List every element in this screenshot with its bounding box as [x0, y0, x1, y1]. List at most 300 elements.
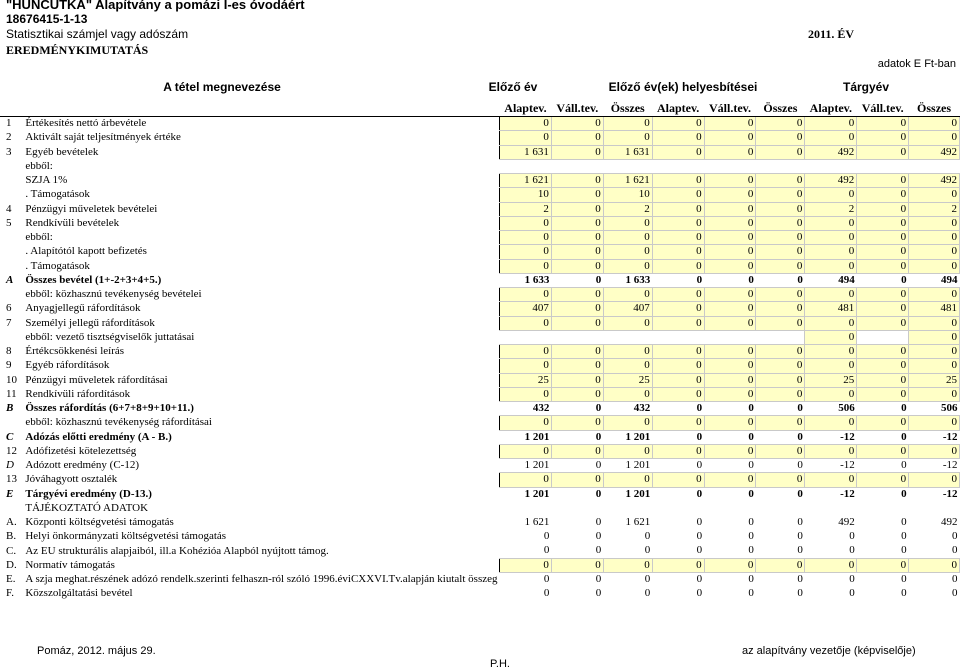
value-cell: 0 [797, 459, 803, 472]
value-cell[interactable]: 0 [603, 131, 652, 145]
value-cell[interactable]: 0 [805, 259, 857, 273]
value-cell[interactable]: 0 [652, 145, 704, 159]
value-cell[interactable]: 0 [551, 216, 603, 230]
value-cell[interactable]: 0 [551, 202, 603, 216]
value-cell[interactable]: 0 [756, 259, 805, 273]
value-cell[interactable]: 0 [704, 473, 756, 487]
row-number: 12 [6, 444, 17, 457]
value-cell[interactable]: 0 [805, 345, 857, 359]
value-cell[interactable]: 0 [857, 359, 909, 373]
value-cell[interactable]: 0 [756, 302, 805, 316]
value-cell[interactable]: 1 621 [603, 174, 652, 188]
value-cell[interactable]: 0 [603, 259, 652, 273]
value-cell[interactable] [603, 330, 652, 344]
row-number [0, 174, 23, 188]
value-cell[interactable]: 0 [857, 216, 909, 230]
value-cell[interactable]: 0 [500, 288, 552, 302]
row-label: Rendkívüli ráfordítások [25, 387, 131, 400]
value-cell[interactable]: 0 [857, 416, 909, 430]
value-cell[interactable]: 0 [704, 387, 756, 401]
value-cell: 0 [797, 587, 803, 600]
value-cell[interactable]: 0 [551, 231, 603, 245]
value-cell[interactable]: 0 [805, 330, 857, 344]
value-cell[interactable]: 0 [551, 174, 603, 188]
value-cell[interactable]: 0 [857, 145, 909, 159]
value-cell[interactable]: 0 [909, 131, 960, 145]
value-cell[interactable]: 0 [551, 145, 603, 159]
value-cell[interactable]: 0 [704, 288, 756, 302]
value-cell: 0 [696, 530, 703, 543]
value-cell[interactable]: 0 [500, 131, 552, 145]
value-cell[interactable]: 0 [652, 359, 704, 373]
value-cell[interactable]: 492 [909, 174, 960, 188]
row-number: D. [6, 558, 17, 571]
value-cell: 0 [543, 573, 550, 586]
value-cell[interactable]: 0 [756, 231, 805, 245]
value-cell[interactable]: 0 [909, 245, 960, 259]
value-cell[interactable]: 0 [857, 558, 909, 572]
value-cell[interactable]: 0 [857, 188, 909, 202]
value-cell[interactable]: 0 [652, 473, 704, 487]
value-cell[interactable]: 2 [603, 202, 652, 216]
value-cell[interactable]: 0 [756, 444, 805, 458]
value-cell[interactable]: 0 [909, 345, 960, 359]
value-cell[interactable]: 0 [500, 473, 552, 487]
value-cell[interactable]: 492 [805, 145, 857, 159]
row-number: C [6, 430, 14, 443]
value-cell[interactable]: 0 [551, 444, 603, 458]
value-cell[interactable]: 0 [704, 345, 756, 359]
value-cell[interactable]: 0 [704, 174, 756, 188]
value-cell: 0 [797, 573, 803, 586]
value-cell[interactable]: 0 [652, 188, 704, 202]
value-cell[interactable]: 0 [756, 416, 805, 430]
subheader-cell: Alaptev. [652, 101, 704, 117]
value-cell[interactable]: 0 [603, 473, 652, 487]
row-number: 1 [6, 117, 12, 130]
value-cell[interactable]: 0 [805, 117, 857, 131]
value-cell[interactable]: 0 [909, 288, 960, 302]
value-cell[interactable]: 0 [500, 117, 552, 131]
value-cell[interactable]: 0 [857, 473, 909, 487]
value-cell[interactable]: 0 [756, 473, 805, 487]
value-cell[interactable]: 407 [500, 302, 552, 316]
row-label: Anyagjellegű ráfordítások [25, 302, 141, 315]
value-cell[interactable]: 0 [652, 373, 704, 387]
value-cell[interactable]: 0 [652, 117, 704, 131]
value-cell[interactable]: 0 [652, 288, 704, 302]
value-cell[interactable]: 492 [805, 174, 857, 188]
value-cell[interactable]: 0 [857, 444, 909, 458]
table-row [0, 387, 960, 401]
value-cell[interactable]: 0 [551, 117, 603, 131]
value-cell: 1 201 [625, 459, 651, 472]
value-cell[interactable]: 0 [603, 558, 652, 572]
value-cell[interactable]: 0 [603, 316, 652, 330]
value-cell[interactable]: 0 [652, 316, 704, 330]
value-cell: 0 [797, 516, 803, 529]
value-cell: 0 [952, 544, 958, 557]
row-number: A. [6, 516, 17, 529]
value-cell: 1 201 [625, 487, 651, 500]
value-cell[interactable]: 0 [551, 387, 603, 401]
row-number: E. [6, 573, 16, 586]
value-cell[interactable]: 407 [603, 302, 652, 316]
value-cell[interactable]: 481 [805, 302, 857, 316]
table-row [0, 573, 960, 587]
value-cell[interactable]: 0 [805, 231, 857, 245]
value-cell[interactable]: 0 [551, 373, 603, 387]
table-row [0, 145, 960, 159]
value-cell: 492 [838, 516, 855, 529]
value-cell[interactable]: 0 [603, 288, 652, 302]
value-cell[interactable]: 0 [909, 330, 960, 344]
value-cell: 0 [595, 530, 602, 543]
value-cell: 0 [696, 544, 703, 557]
table-row [0, 202, 960, 216]
value-cell[interactable]: 0 [500, 387, 552, 401]
table-row [0, 459, 960, 473]
value-cell[interactable]: 0 [652, 387, 704, 401]
value-cell[interactable]: 0 [603, 231, 652, 245]
value-cell: 0 [901, 487, 907, 500]
value-cell[interactable]: 2 [500, 202, 552, 216]
value-cell[interactable]: 0 [756, 316, 805, 330]
value-cell[interactable]: 0 [652, 558, 704, 572]
value-cell: 0 [748, 459, 754, 472]
table-row [0, 501, 960, 515]
value-cell[interactable]: 0 [756, 131, 805, 145]
value-cell[interactable]: 0 [500, 259, 552, 273]
value-cell[interactable] [652, 330, 704, 344]
value-cell[interactable]: 0 [857, 131, 909, 145]
value-cell[interactable]: 0 [500, 345, 552, 359]
table-row [0, 345, 960, 359]
row-label: . Támogatások [25, 259, 90, 272]
value-cell[interactable]: 0 [704, 131, 756, 145]
value-cell[interactable]: 25 [909, 373, 960, 387]
value-cell[interactable]: 0 [756, 359, 805, 373]
value-cell[interactable]: 0 [909, 231, 960, 245]
value-cell[interactable]: 0 [551, 259, 603, 273]
value-cell[interactable]: 0 [704, 188, 756, 202]
row-number: 11 [6, 387, 17, 400]
value-cell[interactable]: 0 [652, 202, 704, 216]
value-cell[interactable]: 2 [805, 202, 857, 216]
value-cell[interactable]: 0 [756, 288, 805, 302]
value-cell[interactable]: 0 [756, 202, 805, 216]
value-cell: 0 [696, 487, 703, 500]
value-cell [551, 501, 603, 515]
value-cell[interactable]: 0 [857, 316, 909, 330]
value-cell[interactable]: 0 [805, 558, 857, 572]
value-cell[interactable]: 0 [500, 245, 552, 259]
value-cell[interactable]: 0 [909, 259, 960, 273]
value-cell[interactable] [857, 330, 909, 344]
value-cell [756, 501, 805, 515]
value-cell[interactable]: 0 [805, 316, 857, 330]
value-cell[interactable]: 0 [500, 316, 552, 330]
value-cell[interactable]: 10 [500, 188, 552, 202]
value-cell[interactable]: 0 [704, 145, 756, 159]
table-row [0, 487, 960, 501]
value-cell[interactable]: 0 [909, 416, 960, 430]
value-cell[interactable]: 0 [756, 188, 805, 202]
value-cell: 0 [901, 402, 907, 415]
value-cell[interactable]: 0 [704, 444, 756, 458]
value-cell[interactable]: 0 [603, 416, 652, 430]
value-cell[interactable]: 0 [551, 131, 603, 145]
value-cell[interactable]: 0 [500, 558, 552, 572]
table-row [0, 117, 960, 131]
value-cell: 1 633 [524, 273, 550, 286]
value-cell[interactable]: 0 [756, 216, 805, 230]
table-row [0, 259, 960, 273]
value-cell[interactable]: 0 [756, 174, 805, 188]
row-label: ebből: közhasznú tevékenység ráfordításai [25, 416, 212, 429]
value-cell[interactable]: 0 [805, 416, 857, 430]
value-cell[interactable]: 0 [704, 373, 756, 387]
value-cell[interactable]: 0 [756, 345, 805, 359]
value-cell[interactable]: 0 [603, 359, 652, 373]
value-cell: 0 [595, 402, 602, 415]
value-cell: 1 201 [524, 430, 550, 443]
row-number: 2 [6, 131, 12, 144]
value-cell[interactable]: 0 [704, 416, 756, 430]
value-cell[interactable]: 25 [500, 373, 552, 387]
value-cell[interactable]: 0 [857, 302, 909, 316]
value-cell[interactable]: 0 [909, 387, 960, 401]
value-cell[interactable]: 0 [500, 359, 552, 373]
value-cell: 0 [595, 487, 602, 500]
value-cell: 0 [901, 459, 907, 472]
row-label: ebből: vezető tisztségviselők juttatásai [25, 330, 195, 343]
row-label: A szja meghat.részének adózó rendelk.szerinti felhaszn-ról szóló 1996.éviCXXVI.Tv.alapján kiutalt összeg [25, 573, 498, 586]
subheader-cell: Váll.tev. [704, 101, 756, 117]
value-cell[interactable]: 0 [603, 245, 652, 259]
row-label: Egyéb bevételek [25, 145, 99, 158]
value-cell[interactable]: 0 [603, 345, 652, 359]
value-cell[interactable]: 0 [704, 259, 756, 273]
value-cell[interactable]: 0 [909, 558, 960, 572]
place-date: Pomáz, 2012. május 29. [37, 645, 156, 657]
value-cell[interactable]: 0 [704, 216, 756, 230]
value-cell[interactable]: 0 [551, 316, 603, 330]
report-title: EREDMÉNYKIMUTATÁS [6, 43, 149, 57]
value-cell: -12 [942, 459, 958, 472]
value-cell[interactable]: 0 [652, 131, 704, 145]
value-cell[interactable]: 0 [603, 444, 652, 458]
value-cell[interactable] [551, 330, 603, 344]
table-row [0, 216, 960, 230]
value-cell[interactable]: 25 [805, 373, 857, 387]
table-row [0, 159, 960, 173]
value-cell[interactable]: 0 [756, 245, 805, 259]
report-year: 2011. ÉV [808, 27, 855, 41]
value-cell[interactable]: 0 [652, 245, 704, 259]
value-cell[interactable]: 1 631 [500, 145, 552, 159]
value-cell[interactable]: 0 [909, 188, 960, 202]
value-cell: 432 [633, 402, 651, 415]
value-cell[interactable]: 0 [704, 202, 756, 216]
row-label: Közszolgáltatási bevétel [25, 587, 133, 600]
value-cell[interactable] [500, 330, 552, 344]
value-cell: 0 [849, 530, 855, 543]
value-cell: 0 [595, 273, 602, 286]
value-cell[interactable]: 0 [500, 231, 552, 245]
value-cell: 0 [952, 587, 958, 600]
value-cell[interactable]: 0 [704, 302, 756, 316]
value-cell: 0 [748, 273, 754, 286]
value-cell: 0 [644, 587, 651, 600]
value-cell: 0 [797, 402, 803, 415]
subheader-cell: Váll.tev. [551, 101, 603, 117]
value-cell[interactable]: 0 [805, 473, 857, 487]
value-cell[interactable]: 0 [909, 216, 960, 230]
value-cell: 0 [901, 587, 907, 600]
value-cell[interactable]: 0 [857, 231, 909, 245]
value-cell[interactable]: 0 [500, 416, 552, 430]
value-cell[interactable]: 0 [652, 302, 704, 316]
value-cell: 0 [901, 544, 907, 557]
value-cell[interactable]: 1 631 [603, 145, 652, 159]
value-cell [500, 159, 552, 173]
value-cell[interactable]: 0 [551, 345, 603, 359]
value-cell: 0 [952, 573, 958, 586]
value-cell[interactable]: 0 [756, 373, 805, 387]
value-cell[interactable]: 0 [603, 387, 652, 401]
value-cell[interactable]: 0 [909, 359, 960, 373]
value-cell[interactable]: 0 [704, 231, 756, 245]
value-cell [603, 501, 652, 515]
row-number [0, 188, 23, 202]
value-cell[interactable]: 0 [652, 231, 704, 245]
value-cell[interactable]: 0 [756, 558, 805, 572]
value-cell[interactable]: 0 [805, 131, 857, 145]
value-cell[interactable]: 0 [857, 202, 909, 216]
value-cell [909, 501, 960, 515]
value-cell[interactable]: 0 [805, 216, 857, 230]
value-cell[interactable]: 0 [603, 117, 652, 131]
col-header-prev: Előző év [488, 80, 538, 94]
row-label: Az EU strukturális alapjaiból, ill.a Kohézióa Alapból nyújtott támog. [25, 544, 329, 557]
value-cell[interactable]: 0 [857, 387, 909, 401]
row-label: Adófizetési kötelezettség [25, 444, 137, 457]
table-row [0, 359, 960, 373]
row-label: Összes bevétel (1+-2+3+4+5.) [25, 273, 162, 286]
value-cell: 1 201 [625, 430, 651, 443]
value-cell[interactable]: 0 [500, 444, 552, 458]
value-cell[interactable]: 0 [756, 387, 805, 401]
value-cell[interactable]: 0 [909, 117, 960, 131]
value-cell[interactable]: 0 [704, 558, 756, 572]
value-cell: -12 [840, 459, 855, 472]
value-cell: 0 [748, 587, 754, 600]
value-cell: 1 621 [625, 516, 651, 529]
value-cell[interactable]: 0 [500, 216, 552, 230]
value-cell [857, 501, 909, 515]
value-cell[interactable]: 0 [551, 473, 603, 487]
value-cell[interactable]: 0 [551, 245, 603, 259]
row-number: C. [6, 544, 17, 557]
value-cell[interactable]: 0 [756, 117, 805, 131]
value-cell[interactable]: 0 [652, 174, 704, 188]
value-cell [603, 159, 652, 173]
value-cell[interactable]: 0 [857, 245, 909, 259]
value-cell[interactable]: 0 [704, 359, 756, 373]
value-cell[interactable]: 0 [805, 359, 857, 373]
value-cell[interactable]: 0 [704, 117, 756, 131]
value-cell[interactable]: 0 [857, 345, 909, 359]
value-cell[interactable]: 0 [652, 444, 704, 458]
value-cell[interactable]: 0 [652, 345, 704, 359]
table-row [0, 273, 960, 287]
value-cell[interactable]: 1 621 [500, 174, 552, 188]
value-cell: 0 [595, 430, 602, 443]
value-cell[interactable]: 0 [805, 288, 857, 302]
table-row [0, 174, 960, 188]
subheader-cell: Összes [603, 101, 652, 117]
value-cell[interactable]: 481 [909, 302, 960, 316]
value-cell[interactable]: 0 [652, 416, 704, 430]
value-cell: 0 [696, 587, 703, 600]
value-cell[interactable] [756, 330, 805, 344]
value-cell[interactable]: 0 [909, 473, 960, 487]
value-cell[interactable]: 0 [805, 245, 857, 259]
value-cell[interactable]: 0 [704, 316, 756, 330]
value-cell[interactable]: 0 [551, 359, 603, 373]
row-number [0, 159, 23, 173]
value-cell[interactable]: 0 [652, 216, 704, 230]
value-cell[interactable]: 0 [857, 259, 909, 273]
value-cell[interactable]: 0 [551, 288, 603, 302]
value-cell[interactable]: 0 [805, 444, 857, 458]
value-cell[interactable]: 0 [857, 288, 909, 302]
value-cell: -12 [840, 430, 855, 443]
value-cell: -12 [942, 430, 958, 443]
value-cell[interactable]: 0 [704, 245, 756, 259]
value-cell[interactable]: 25 [603, 373, 652, 387]
value-cell[interactable]: 0 [805, 188, 857, 202]
value-cell[interactable]: 0 [652, 259, 704, 273]
col-header-corr: Előző év(ek) helyesbítései [608, 80, 758, 94]
value-cell: 0 [748, 530, 754, 543]
value-cell[interactable]: 10 [603, 188, 652, 202]
table-row [0, 402, 960, 416]
value-cell[interactable]: 492 [909, 145, 960, 159]
value-cell[interactable]: 0 [551, 302, 603, 316]
value-cell [652, 159, 704, 173]
value-cell[interactable]: 0 [909, 316, 960, 330]
value-cell[interactable]: 0 [909, 444, 960, 458]
value-cell[interactable] [704, 330, 756, 344]
value-cell[interactable]: 0 [603, 216, 652, 230]
row-number: 9 [6, 359, 12, 372]
value-cell[interactable]: 2 [909, 202, 960, 216]
subheader-cell: Összes [756, 101, 805, 117]
value-cell: 0 [595, 516, 602, 529]
value-cell[interactable]: 0 [857, 174, 909, 188]
value-cell[interactable]: 0 [857, 117, 909, 131]
value-cell[interactable]: 0 [857, 373, 909, 387]
table-row [0, 288, 960, 302]
value-cell[interactable]: 0 [805, 387, 857, 401]
value-cell[interactable]: 0 [551, 416, 603, 430]
value-cell[interactable]: 0 [551, 188, 603, 202]
value-cell[interactable]: 0 [756, 145, 805, 159]
value-cell[interactable]: 0 [551, 558, 603, 572]
stamp-label: P.H. [490, 658, 510, 670]
